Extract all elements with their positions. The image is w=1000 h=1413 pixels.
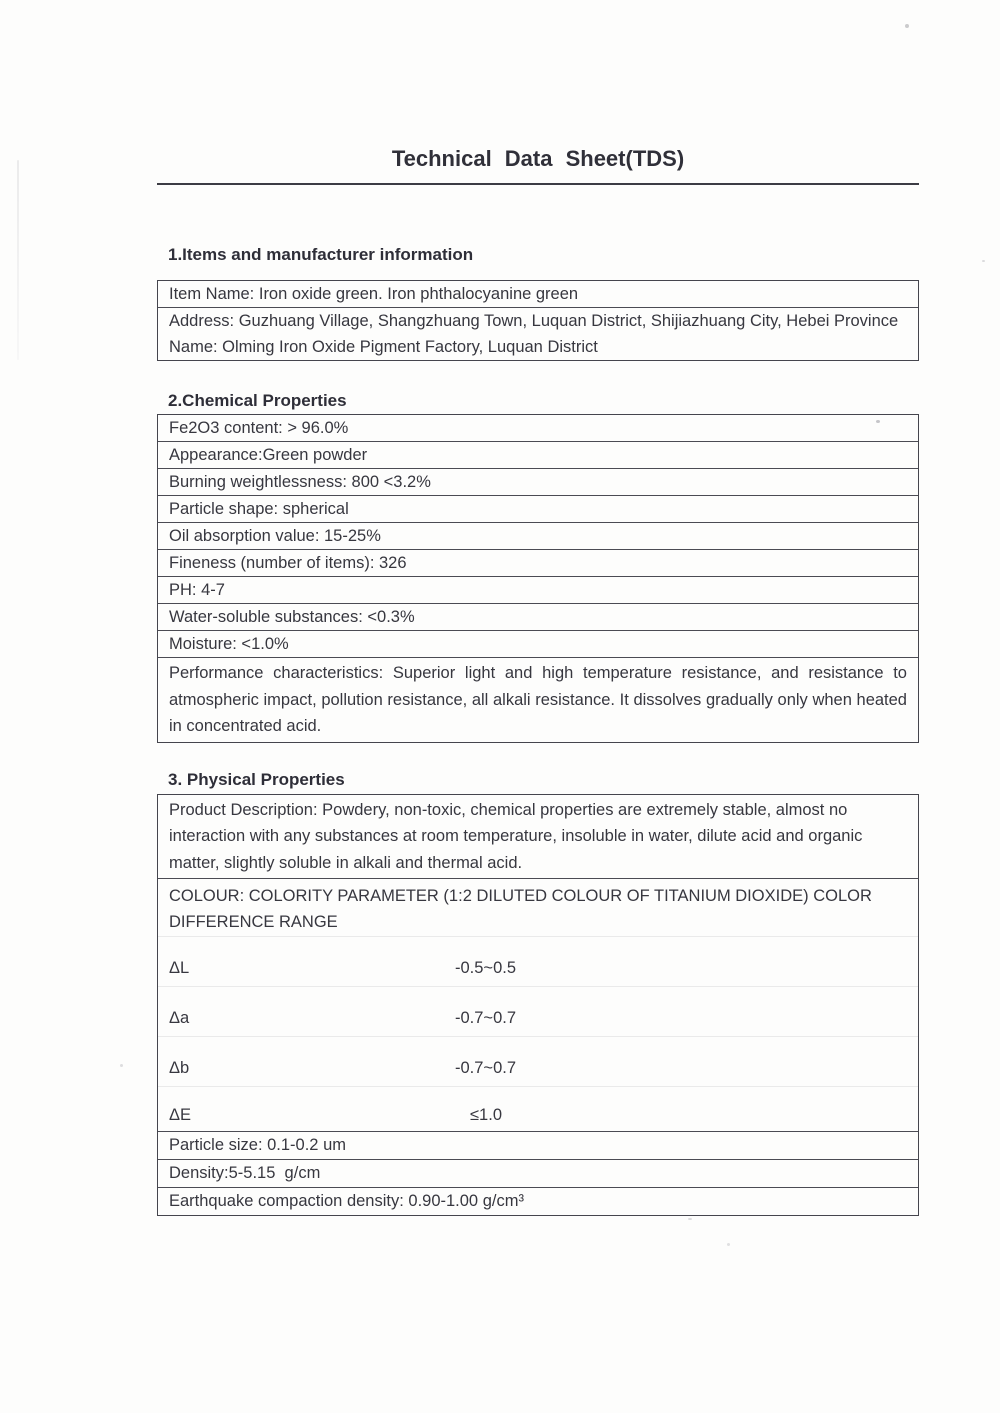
table-row-moisture: Moisture: <1.0% (158, 630, 918, 657)
table-row-earthquake-density: Earthquake compaction density: 0.90-1.00 g/cm³ (158, 1187, 918, 1215)
factory-name-line: Name: Olming Iron Oxide Pigment Factory, Luquan District (169, 338, 598, 356)
delta-l-value: -0.5~0.5 (455, 959, 517, 977)
document-content (157, 0, 919, 1216)
delta-a-value: -0.7~0.7 (455, 1009, 517, 1027)
colour-param-row-delta-a (158, 986, 918, 1036)
delta-b-label: Δb (169, 1059, 190, 1077)
table-row-oil-absorption: Oil absorption value: 15-25% (158, 522, 918, 549)
scan-speck (982, 260, 985, 262)
table-row-appearance: Appearance:Green powder (158, 441, 918, 468)
table-row-fineness: Fineness (number of items): 326 (158, 549, 918, 576)
delta-a-label: Δa (169, 1009, 190, 1027)
scan-speck (120, 1064, 123, 1067)
table-row-fe2o3-content: Fe2O3 content: > 96.0% (169, 419, 349, 437)
scan-speck (876, 420, 880, 423)
table-row-address-name (158, 307, 918, 360)
table-row-performance: Performance characteristics: Superior light and high temperature resistance, and resistance to atmospheric impact, pollution resistance, all alkali resistance. It dissolves gradually only when heated in concentrated acid. (158, 657, 918, 742)
address-line: Address: Guzhuang Village, Shangzhuang Town, Luquan District, Shijiazhuang City, Hebei Province (169, 312, 899, 330)
scan-edge-streak (17, 160, 19, 360)
table-row-density: Density:5-5.15 g/cm (158, 1159, 918, 1187)
table-row-burning: Burning weightlessness: 800 <3.2% (158, 468, 918, 495)
delta-e-label: ΔE (169, 1106, 192, 1124)
chemical-properties-table (157, 414, 919, 743)
colour-param-row-delta-b (158, 1036, 918, 1086)
scan-speck (905, 24, 909, 28)
colour-param-row-delta-e (158, 1086, 918, 1131)
table-row-product-description: Product Description: Powdery, non-toxic, chemical properties are extremely stable, almost no interaction with any substances at room temperature, insoluble in water, dilute acid and organic matter, slightly soluble in alkali and thermal acid. (169, 800, 863, 872)
colour-param-row-delta-l (158, 936, 918, 986)
section-1-heading: 1.Items and manufacturer information (168, 245, 474, 264)
delta-l-label: ΔL (169, 959, 190, 977)
table-row-particle-shape: Particle shape: spherical (158, 495, 918, 522)
physical-properties-table (157, 794, 919, 1217)
manufacturer-table (157, 280, 919, 361)
scan-speck (727, 1243, 730, 1246)
document-title: Technical Data Sheet(TDS) (391, 146, 685, 171)
table-row-item-name: Item Name: Iron oxide green. Iron phthalocyanine green (169, 285, 579, 303)
section-3-heading: 3. Physical Properties (168, 769, 345, 789)
delta-b-value: -0.7~0.7 (455, 1059, 517, 1077)
colour-parameter-cell (158, 878, 918, 1131)
section-2-heading: 2.Chemical Properties (168, 391, 347, 410)
delta-e-value: ≤1.0 (470, 1106, 502, 1124)
scan-speck (688, 1218, 692, 1220)
table-row-particle-size: Particle size: 0.1-0.2 um (158, 1131, 918, 1159)
table-row-water-soluble: Water-soluble substances: <0.3% (158, 603, 918, 630)
title-underline (157, 183, 919, 185)
table-row-ph: PH: 4-7 (158, 576, 918, 603)
colour-header: COLOUR: COLORITY PARAMETER (1:2 DILUTED COLOUR OF TITANIUM DIOXIDE) COLOR DIFFERENCE RANGE (169, 887, 872, 931)
